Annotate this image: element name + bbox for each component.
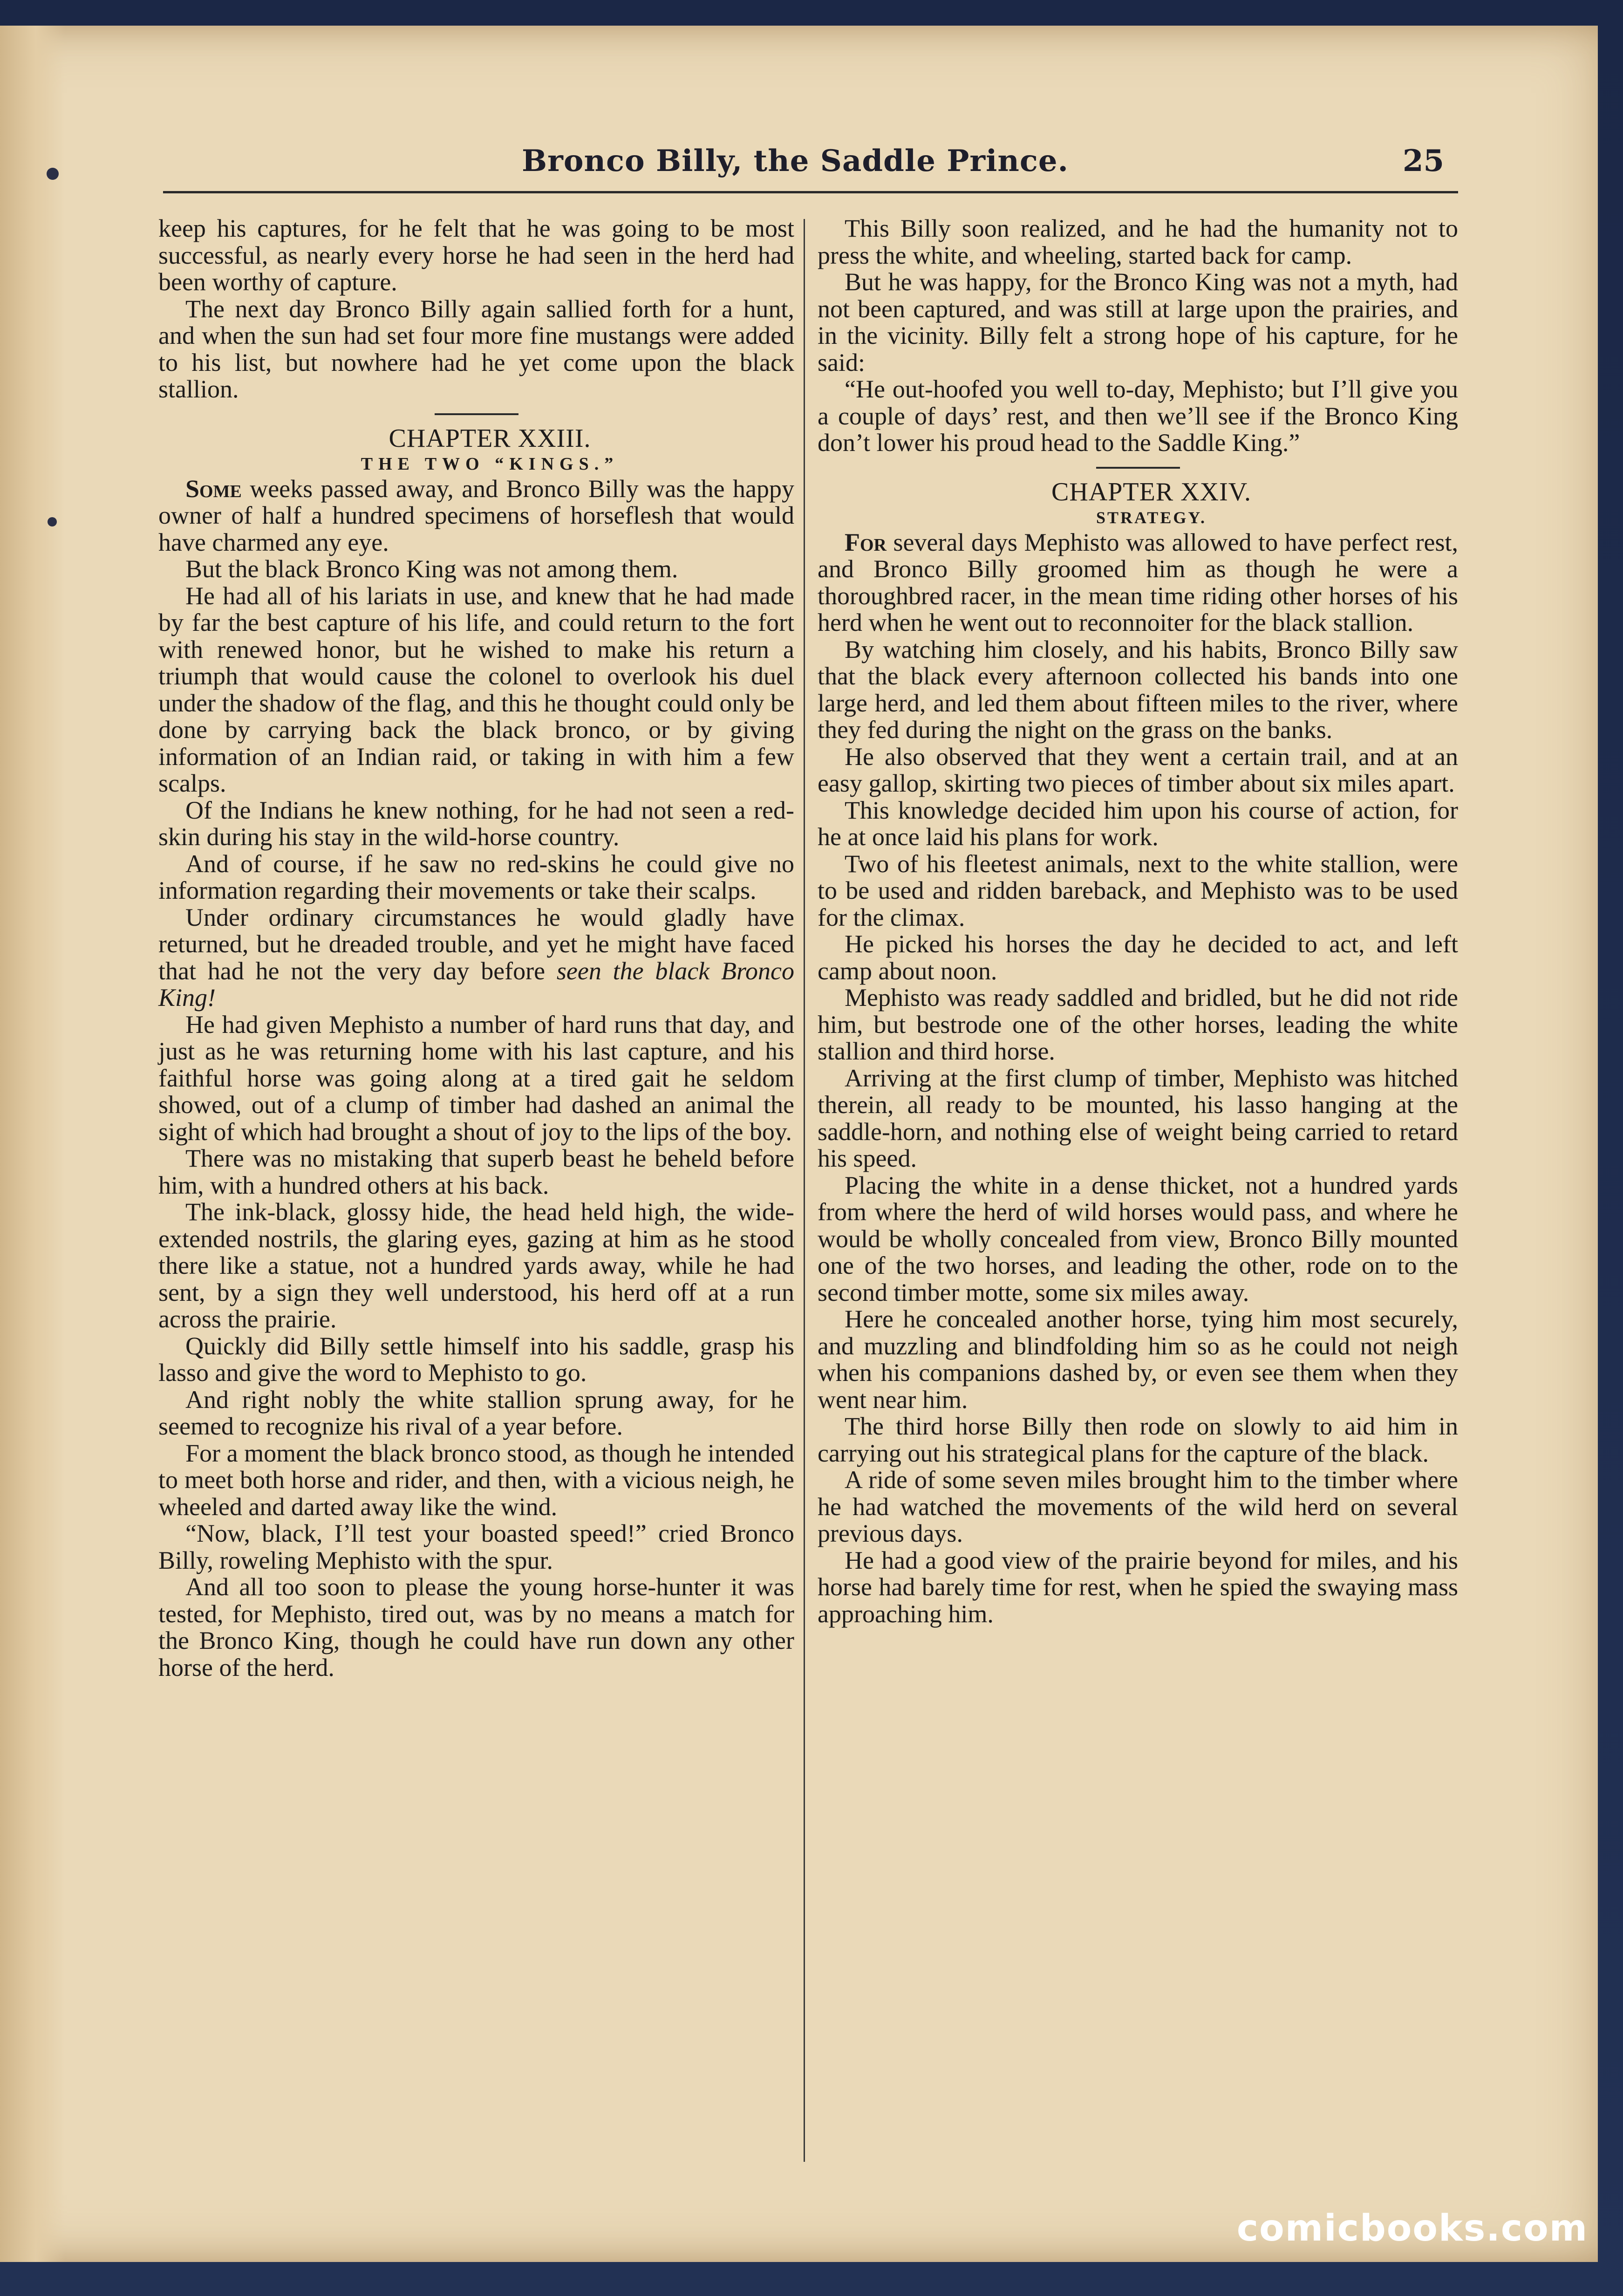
paragraph: But the black Bronco King was not among them. <box>185 555 678 583</box>
running-header <box>163 135 1458 193</box>
section-rule <box>1096 467 1180 469</box>
chapter-heading: CHAPTER XXIII. <box>389 424 591 453</box>
running-title: Bronco Billy, the Saddle Prince. <box>522 144 1069 178</box>
chapter-subheading: THE TWO “KINGS.” <box>361 454 619 474</box>
chapter-heading: CHAPTER XXIV. <box>1051 477 1251 506</box>
emphasis-text: seen the black Bronco King! <box>158 957 795 1011</box>
drop-word: For <box>845 528 887 556</box>
drop-word: Some <box>185 474 242 503</box>
paragraph: Here he concealed another horse, tying him most securely, and muzzling and blindfolding him so as he could not neigh when his companions dashed by, or even see them when they went near him. <box>818 1305 1458 1414</box>
paragraph: He picked his horses the day he decided to act, and left camp about noon. <box>818 930 1458 985</box>
paragraph: The next day Bronco Billy again sallied forth for a hunt, and when the sun had set four more fine mustangs were added to his list, but nowhere had he yet come upon the black stallion. <box>158 294 794 403</box>
paragraph: Two of his fleetest animals, next to the white stallion, were to be used and ridden bareback, and Mephisto was to be used for the climax. <box>818 849 1458 931</box>
column-divider <box>804 219 805 2162</box>
paragraph-text: several days Mephisto was allowed to have perfect rest, and Bronco Billy groomed him as though he were a thoroughbred racer, in the mean time riding other horses of his herd when he went out to reconnoiter for the black stallion. <box>818 528 1458 636</box>
paragraph <box>158 904 794 1011</box>
paragraph: The third horse Billy then rode on slowly to aid him in carrying out his strategical plans for the capture of the black. <box>818 1412 1458 1467</box>
paragraph: He had given Mephisto a number of hard runs that day, and just as he was returning home with his last capture, and his faithful horse was going along at a tired gait he seldom showed, out of a clump of timber had dashed an animal the sight of which had brought a shout of joy to the lips of the boy. <box>158 1010 794 1146</box>
paragraph: The ink-black, glossy hide, the head held high, the wide-extended nostrils, the glaring eyes, gazing at him as he stood there like a statue, not a hundred yards away, while he had sent, by a sign they well understood, his herd off at a run across the prairie. <box>158 1198 794 1333</box>
paragraph: This knowledge decided him upon his course of action, for he at once laid his plans for work. <box>818 796 1458 851</box>
paragraph: Of the Indians he knew nothing, for he had not seen a red-skin during his stay in the wild-horse country. <box>158 796 794 851</box>
paragraph: He had all of his lariats in use, and knew that he had made by far the best capture of his life, and could return to the fort with renewed honor, but he wished to make his return a triumph that would cause the colonel to overlook his duel under the shadow of the flag, and this he thought could only be done by carrying back the black bronco, or by giving information of an Indian raid, or taking in with him a few scalps. <box>158 581 794 797</box>
page-spine <box>0 26 65 2262</box>
paragraph: “Now, black, I’ll test your boasted speed!” cried Bronco Billy, roweling Mephisto with the spur. <box>158 1519 794 1574</box>
section-rule <box>435 413 518 415</box>
paragraph: By watching him closely, and his habits, Bronco Billy saw that the black every afternoon collected his bands into one large herd, and led them about fifteen miles to the river, where they fed during the night on the grass on the banks. <box>818 635 1458 744</box>
page-number: 25 <box>1402 144 1444 178</box>
paragraph <box>818 529 1458 636</box>
paragraph: Quickly did Billy settle himself into his saddle, grasp his lasso and give the word to Mephisto to go. <box>158 1332 794 1387</box>
paragraph: “He out-hoofed you well to-day, Mephisto; but I’ll give you a couple of days’ rest, and then we’ll see if the Bronco King don’t lower his proud head to the Saddle King.” <box>818 375 1458 457</box>
paragraph-text: Under ordinary circumstances he would gladly have returned, but he dreaded trouble, and yet he might have faced that had he not the very day before <box>158 903 794 985</box>
chapter-subheading: STRATEGY. <box>1096 508 1207 527</box>
paragraph: There was no mistaking that superb beast he beheld before him, with a hundred others at his back. <box>158 1144 794 1199</box>
paragraph: This Billy soon realized, and he had the humanity not to press the white, and wheeling, started back for camp. <box>818 214 1458 269</box>
paragraph: A ride of some seven miles brought him to the timber where he had watched the movements of the wild herd on several previous days. <box>818 1466 1458 1547</box>
paragraph: Arriving at the first clump of timber, Mephisto was hitched therein, all ready to be mounted, his lasso hanging at the saddle-horn, and nothing else of weight being carried to retard his speed. <box>818 1064 1458 1172</box>
paragraph: Mephisto was ready saddled and bridled, but he did not ride him, but bestrode one of the other horses, leading the white stallion and third horse. <box>818 984 1458 1065</box>
paragraph: And right nobly the white stallion sprung away, for he seemed to recognize his rival of a year before. <box>158 1385 794 1440</box>
paragraph: And all too soon to please the young horse-hunter it was tested, for Mephisto, tired out, was by no means a match for the Bronco King, though he could have run down any other horse of the herd. <box>158 1573 794 1681</box>
left-column <box>158 215 794 2153</box>
site-watermark: comicbooks.com <box>1236 2207 1588 2249</box>
paragraph-text: weeks passed away, and Bronco Billy was the happy owner of half a hundred specimens of horseflesh that would have charmed any eye. <box>158 474 794 556</box>
paragraph: Placing the white in a dense thicket, not a hundred yards from where the herd of wild horses would pass, and where he would be wholly concealed from view, Bronco Billy mounted one of the two horses, and leading the other, rode on to the second timber motte, some six miles away. <box>818 1171 1458 1306</box>
paragraph: keep his captures, for he felt that he was going to be most successful, as nearly every horse he had seen in the herd had been worthy of capture. <box>158 214 794 296</box>
paragraph: But he was happy, for the Bronco King was not a myth, had not been captured, and was still at large upon the prairies, and in the vicinity. Billy felt a strong hope of his capture, for he said: <box>818 268 1458 376</box>
paragraph: For a moment the black bronco stood, as though he intended to meet both horse and rider, and then, with a vicious neigh, he wheeled and darted away like the wind. <box>158 1439 794 1521</box>
binding-stitch <box>48 517 57 526</box>
binding-stitch <box>47 168 59 180</box>
paragraph: And of course, if he saw no red-skins he could give no information regarding their movements or take their scalps. <box>158 849 794 904</box>
paragraph: He also observed that they went a certain trail, and at an easy gallop, skirting two pieces of timber about six miles apart. <box>818 742 1458 797</box>
paragraph: He had a good view of the prairie beyond for miles, and his horse had barely time for rest, when he spied the swaying mass approaching him. <box>818 1546 1458 1628</box>
right-column <box>818 215 1458 2172</box>
paragraph <box>158 476 794 556</box>
